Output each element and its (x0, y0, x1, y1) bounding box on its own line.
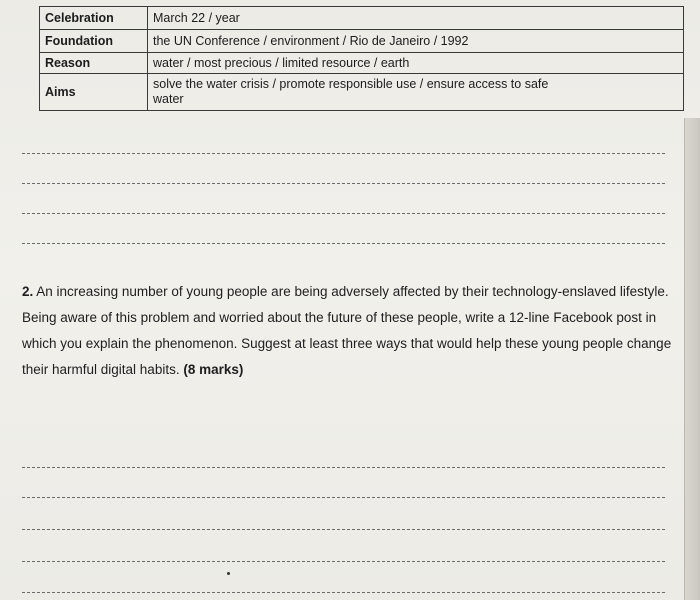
ink-dot (227, 572, 230, 575)
answer-line (22, 497, 665, 498)
answer-line (22, 529, 665, 530)
answer-line (22, 243, 665, 244)
paper-edge (684, 118, 700, 600)
row-label-reason: Reason (40, 53, 148, 74)
table-row (40, 53, 684, 74)
answer-line (22, 467, 665, 468)
table-row (40, 7, 684, 30)
row-label-aims: Aims (40, 74, 148, 111)
question-2 (22, 279, 677, 383)
question-number: 2. (22, 284, 34, 299)
question-marks: (8 marks) (183, 362, 244, 377)
info-table (39, 6, 684, 111)
question-intro (22, 279, 677, 305)
answer-line (22, 592, 665, 593)
aims-line-1: solve the water crisis / promote responsible use / ensure access to safe (153, 77, 549, 91)
row-label-foundation: Foundation (40, 30, 148, 53)
question-task-text: Being aware of this problem and worried about the future of these people, write a 12-line Facebook post in which you explain the phenomenon. Suggest at least three ways that would help these young people change their harmful digital habits. (22, 310, 672, 377)
answer-line (22, 153, 665, 154)
aims-line-2: water (153, 92, 184, 106)
table-row (40, 74, 684, 111)
row-value-celebration: March 22 / year (148, 7, 684, 30)
row-value-foundation: the UN Conference / environment / Rio de Janeiro / 1992 (148, 30, 684, 53)
answer-line (22, 213, 665, 214)
answer-line (22, 561, 665, 562)
row-label-celebration: Celebration (40, 7, 148, 30)
row-value-aims (148, 74, 684, 111)
answer-line (22, 183, 665, 184)
row-value-reason: water / most precious / limited resource / earth (148, 53, 684, 74)
question-task (22, 305, 677, 383)
table-row (40, 30, 684, 53)
question-intro-text: An increasing number of young people are being adversely affected by their technology-enslaved lifestyle. (36, 284, 669, 299)
